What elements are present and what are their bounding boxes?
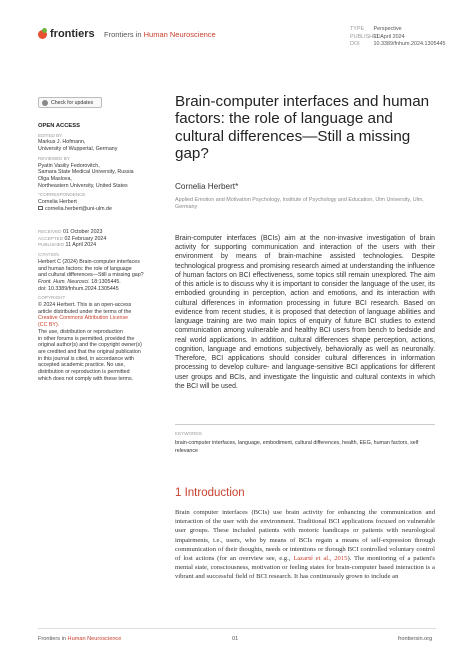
page-number: 01 xyxy=(232,636,239,642)
abstract: Brain-computer interfaces (BCIs) aim at the non-invasive investigation of brain activity for supporting communication and interaction of the users with their environment by means of brain-machine assisted technologies. Despite technological progress and promising research aimed at understanding the influence of human factors on BCI effectiveness, some topics still remain unexplored. The aim of this article is to discuss why it is important to consider the language of the user, its embodied grounding in perception, action and emotions, and its interaction with cultural differences in information processing in future BCI research. Based on evidence from recent studies, it is proposed that detection of language abilities and language training are two main topics of enquiry of future BCI studies to extend communication among vulnerable and healthy BCI users from bench to bedside and real world applications. In addition, cultural differences shape perception, actions, cognition, language and emotions subjectively, behaviorally as well as neuronally. Therefore, BCI applications should consider cultural differences in information processing to develop culture- and language-sensitive BCI applications for different user groups and BCIs, and investigate the linguistic and cultural contexts in which the BCI will be used. xyxy=(175,235,435,390)
reference-link[interactable]: Lazarté et al., 2015 xyxy=(293,555,348,563)
article-title: Brain-computer interfaces and human factors: the role of language and cultural differences—Still a missing gap? xyxy=(175,93,430,163)
cc-by-link[interactable]: (CC BY). xyxy=(38,322,60,329)
sidebar-meta: OPEN ACCESS EDITED BY Markus J. Hofmann, University of Wuppertal, Germany REVIEWED BY Pyatin Vasiliy Fedorovitch, Samara State Medical University, Russia Olga Maslova, Northeastern University, United States *CORRESPONDENCE Cornelia Herbert cornelia.herbert@uni-ulm.de xyxy=(38,123,156,212)
cc-license-link[interactable]: Creative Commons Attribution License xyxy=(38,315,129,322)
section-heading: 1 Introduction xyxy=(175,487,245,499)
footer-journal: Frontiers in Human Neuroscience xyxy=(38,636,122,642)
logo-text: frontiers xyxy=(50,28,95,40)
intro-paragraph: Brain computer interfaces (BCIs) use brain activity for enhancing the communication and interaction of the user with the environment. Traditional BCI applications focused on vulnerable user groups. These included patients with motoric handicaps or patients with neurological impairments, i.e., users, who by means of BCIs regain a means of self-expression through communication of their thoughts, needs or intentions or through BCI controlled voluntary control of lost actions (for an overview see, e.g., Lazarté et al., 2015). The monitoring of a patient's mental state, consciousness, motivation or feeling states for brain-computer based interaction is a vibrant and successful field of BCI research. It has continuously grown to include an xyxy=(175,509,435,581)
open-access-label: OPEN ACCESS xyxy=(38,123,80,129)
author-name[interactable]: Cornelia Herbert* xyxy=(175,182,239,191)
keywords-divider xyxy=(175,424,435,425)
frontiers-logo[interactable] xyxy=(38,28,95,40)
frontiers-logo-icon xyxy=(38,30,47,39)
keywords: brain-computer interfaces, language, embodiment, cultural differences, health, EEG, human factors, self relevance xyxy=(175,440,419,454)
footer-site-link[interactable]: frontiersin.org xyxy=(398,636,433,642)
keywords-label: KEYWORDS xyxy=(175,431,202,436)
footer-divider xyxy=(38,628,436,629)
affiliation: Applied Emotion and Motivation Psychology, Institute of Psychology and Education, Ulm University, Ulm, Germany xyxy=(175,197,424,210)
update-icon xyxy=(42,100,48,106)
journal-name: Frontiers in Human Neuroscience xyxy=(104,30,216,39)
doi[interactable]: 10.3389/fnhum.2024.1305445 xyxy=(373,41,446,48)
article-meta: TYPE Perspective PUBLISHED 11 April 2024 DOI 10.3389/fnhum.2024.1305445 xyxy=(350,26,446,48)
article-type: Perspective xyxy=(373,26,402,32)
mail-icon xyxy=(38,206,43,210)
published-date: 11 April 2024 xyxy=(373,33,405,40)
check-for-updates-button[interactable]: Check for updates xyxy=(38,97,102,108)
correspondence-email[interactable]: cornelia.herbert@uni-ulm.de xyxy=(38,206,156,213)
sidebar-dates: RECEIVED 01 October 2023 ACCEPTED 02 February 2024 PUBLISHED 11 April 2024 CITATION Herbert C (2024) Brain-computer interfaces and human factors: the role of language and cultural differences—Still a missing gap? Front. Hum. Neurosci. 18:1305445. doi: 10.3389/fnhum.2024.1305445 COPYRIGHT © 2024 Herbert. This is an open-access article distributed under the terms of the Creative Commons Attribution License (CC BY). The use, distribution or reproduction in other forums is permitted, provided the original author(s) and the copyright owner(s) are credited and that the original publication in this journal is cited, in accordance with accepted academic practice. No use, distribution or reproduction is permitted which does not comply with these terms. xyxy=(38,229,156,382)
